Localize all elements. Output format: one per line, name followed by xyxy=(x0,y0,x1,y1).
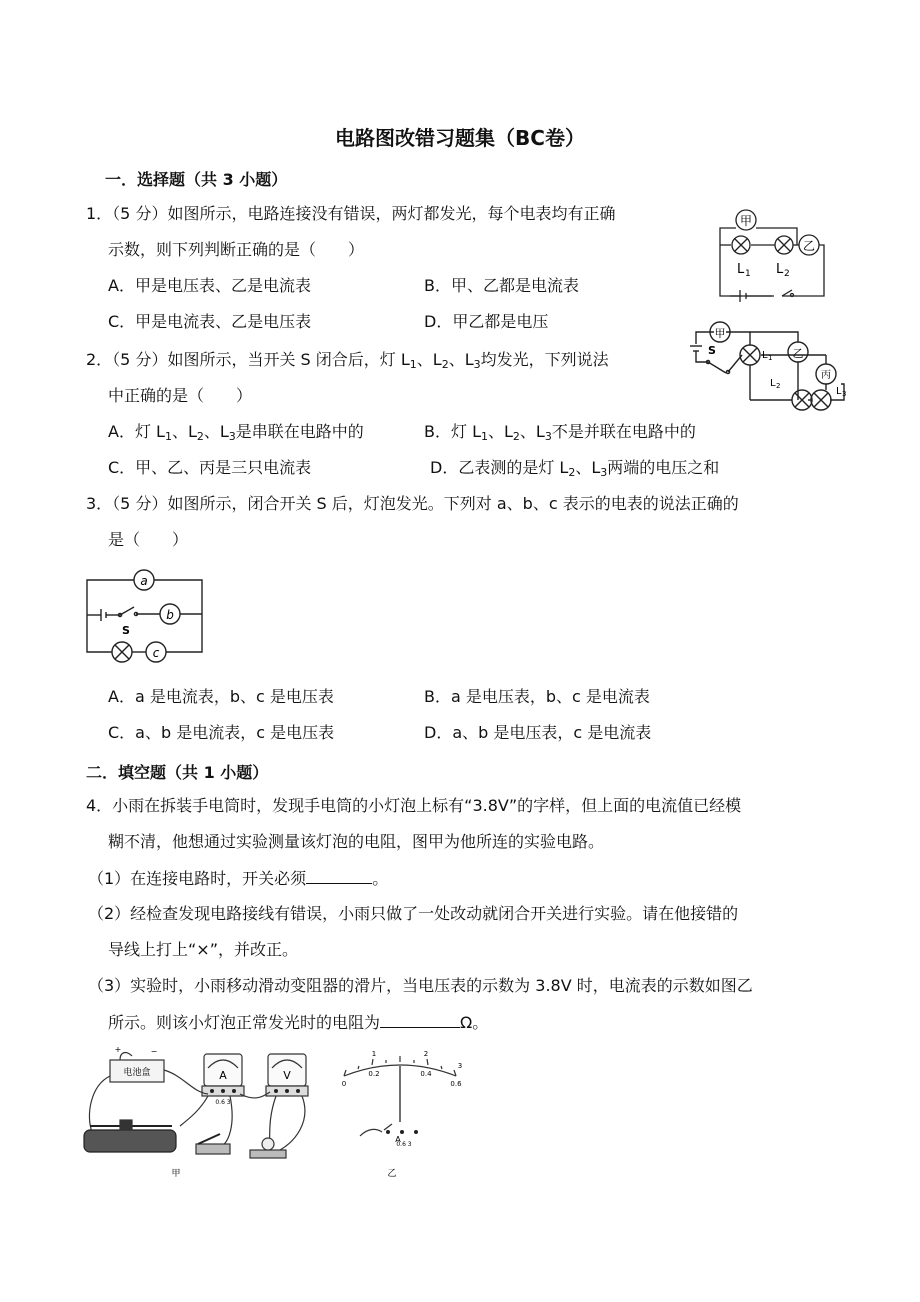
q4-part3-line1: （3）实验时，小雨移动滑动变阻器的滑片，当电压表的示数为 3.8V 时，电流表的示数如图乙 xyxy=(88,976,753,995)
q2-circuit-diagram xyxy=(686,320,848,414)
page-title: 电路图改错习题集（BC卷） xyxy=(335,126,585,150)
q3-option-b: B．a 是电压表，b、c 是电流表 xyxy=(424,687,650,706)
q3-circuit-diagram xyxy=(84,568,208,664)
fig-yi-caption: 乙 xyxy=(387,1169,397,1179)
q3-fig-meter-b: b xyxy=(166,608,174,622)
q4-figure-yi xyxy=(332,1046,472,1182)
q2-fig-label-l3-sub: 3 xyxy=(842,390,847,398)
fig-yi-tick-0-2: 0.2 xyxy=(368,1070,380,1078)
q1-fig-label-l1-sub: 1 xyxy=(745,269,751,279)
q4-figure-jia xyxy=(80,1046,320,1182)
q1-fig-label-l1: L xyxy=(737,262,745,277)
rheostat-icon xyxy=(84,1130,176,1152)
q2-option-c: C．甲、乙、丙是三只电流表 xyxy=(108,458,312,477)
q1-circuit-diagram xyxy=(712,206,832,302)
q2-option-d: D．乙表测的是灯 $L_2$、$L_3$两端的电压之和 xyxy=(430,458,720,479)
q3-option-a: A．a 是电流表，b、c 是电压表 xyxy=(108,687,334,706)
section-heading-fill: 二．填空题（共 1 小题） xyxy=(86,763,269,782)
fig-jia-minus: − xyxy=(150,1047,158,1056)
fig-yi-terminals: 0.6 3 xyxy=(396,1141,412,1148)
q3-fig-meter-c: c xyxy=(152,646,160,660)
fig-yi-tick-0-6: 0.6 xyxy=(450,1080,462,1088)
fig-jia-plus: + xyxy=(114,1046,122,1054)
q3-stem-line1: 3．（5 分）如图所示，闭合开关 S 后，灯泡发光。下列对 a、b、c 表示的电表的说法正确的 xyxy=(86,494,739,513)
q3-stem-line2: 是（ ） xyxy=(108,530,189,549)
fig-jia-caption: 甲 xyxy=(171,1169,181,1179)
q2-fig-meter-yi: 乙 xyxy=(792,347,804,360)
lamp-base xyxy=(250,1150,286,1158)
q1-fig-label-l2: L xyxy=(776,262,784,277)
q1-option-a: A．甲是电压表、乙是电流表 xyxy=(108,276,311,295)
q2-stem-line1: 2．（5 分）如图所示，当开关 S 闭合后，灯 $L_1$、$L_2$、$L_3$均发光，下列说法 xyxy=(86,350,609,371)
fig-yi-tick-0: 0 xyxy=(341,1080,347,1088)
q1-fig-meter-yi: 乙 xyxy=(802,239,816,253)
q4-part1: （1）在连接电路时，开关必须 。 xyxy=(88,869,389,888)
q3-fig-switch-label: S xyxy=(122,624,130,637)
q4-part3-line2: 所示。则该小灯泡正常发光时的电阻为 Ω。 xyxy=(108,1013,489,1032)
fig-jia-ammeter-label: A xyxy=(219,1069,227,1082)
q4-stem-line1: 4．小雨在拆装手电筒时，发现手电筒的小灯泡上标有“3.8V”的字样，但上面的电流值已经模 xyxy=(86,796,742,815)
q2-fig-label-l1: L xyxy=(762,350,768,361)
q2-stem-line2: 中正确的是（ ） xyxy=(108,386,253,405)
q2-fig-label-l3: L xyxy=(836,386,842,397)
q1-fig-label-l2-sub: 2 xyxy=(784,269,790,279)
q2-fig-meter-bing: 丙 xyxy=(821,370,831,381)
fig-jia-battery-label: 电池盒 xyxy=(123,1068,151,1078)
q2-fig-label-l2-sub: 2 xyxy=(776,382,781,390)
q1-option-c: C．甲是电流表、乙是电压表 xyxy=(108,312,312,331)
q1-option-d: D．甲乙都是电压 xyxy=(424,312,549,331)
fig-yi-tick-3: 3 xyxy=(457,1062,463,1070)
fig-yi-tick-1: 1 xyxy=(371,1050,377,1058)
fig-yi-tick-0-4: 0.4 xyxy=(420,1070,432,1078)
q4-part2-line1: （2）经检查发现电路接线有错误，小雨只做了一处改动就闭合开关进行实验。请在他接错的 xyxy=(88,904,739,923)
switch-icon xyxy=(196,1144,230,1154)
q4-part2-line2: 导线上打上“×”，并改正。 xyxy=(108,940,298,959)
fig-jia-voltmeter-label: V xyxy=(283,1069,291,1082)
q1-option-b: B．甲、乙都是电流表 xyxy=(424,276,579,295)
q2-fig-meter-jia: 甲 xyxy=(714,327,726,340)
q2-fig-label-l2: L xyxy=(770,378,776,389)
q2-fig-label-l1-sub: 1 xyxy=(768,354,773,362)
q3-option-d: D．a、b 是电压表，c 是电流表 xyxy=(424,723,652,742)
q4-part3-blank[interactable] xyxy=(380,1012,460,1028)
q2-option-b: B．灯 $L_1$、$L_2$、$L_3$不是并联在电路中的 xyxy=(424,422,696,443)
q4-part1-blank[interactable] xyxy=(306,868,372,884)
section-heading-choice: 一．选择题（共 3 小题） xyxy=(105,170,288,189)
fig-yi-tick-2: 2 xyxy=(423,1050,429,1058)
q2-option-a: A．灯 $L_1$、$L_2$、$L_3$是串联在电路中的 xyxy=(108,422,364,443)
bulb-icon xyxy=(262,1138,274,1150)
q3-fig-meter-a: a xyxy=(140,574,148,588)
q1-stem-line1: 1．（5 分）如图所示，电路连接没有错误，两灯都发光，每个电表均有正确 xyxy=(86,204,616,223)
fig-jia-ammeter-terminals: 0.6 3 xyxy=(215,1099,231,1106)
fig-yi-unit: A xyxy=(395,1135,401,1144)
q1-stem-line2: 示数，则下列判断正确的是（ ） xyxy=(108,240,365,259)
q2-fig-switch-label: S xyxy=(708,344,716,357)
q4-stem-line2: 糊不清，他想通过实验测量该灯泡的电阻，图甲为他所连的实验电路。 xyxy=(108,832,605,851)
q3-option-c: C．a、b 是电流表，c 是电压表 xyxy=(108,723,335,742)
q1-fig-meter-jia: 甲 xyxy=(739,214,753,228)
